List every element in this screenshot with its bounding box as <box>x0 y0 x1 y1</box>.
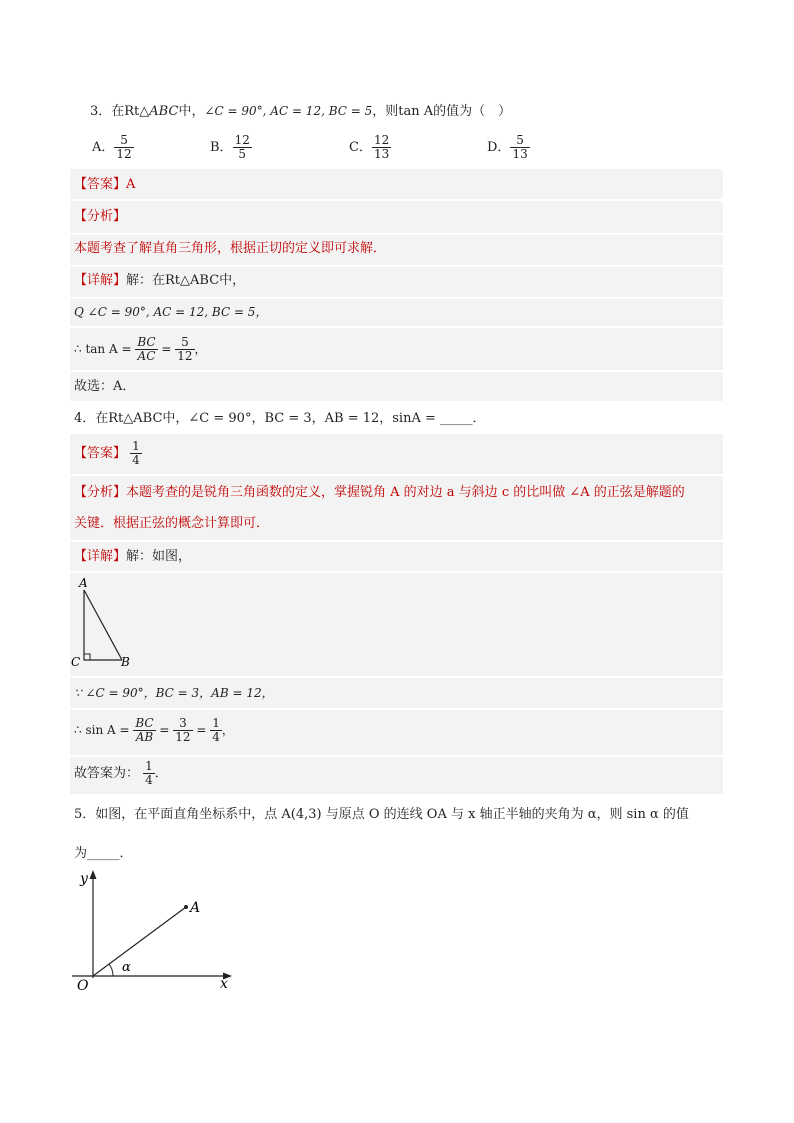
q3-detail-line3: ∴ tan A = $\frac{BC}{AC}$ = $\frac{5}{12}$ ， <box>74 335 207 363</box>
q4-analysis-line1: 【分析】本题考查的是锐角三角函数的定义，掌握锐角 A 的对边 a 与斜边 c 的比叫做 ∠A 的正弦是解题的 <box>74 485 685 500</box>
q3-analysis-tag: 【分析】 <box>74 209 127 224</box>
q3-option-a: A． $\frac{5}{12}$ <box>92 133 132 161</box>
q3-conclusion: 故选：A． <box>74 379 136 394</box>
q5-coordinate-figure <box>66 866 246 996</box>
vertex-b-label: B <box>121 655 130 669</box>
origin-label: O <box>77 978 89 994</box>
q5-stem-line2: 为_____． <box>74 846 133 861</box>
q4-conclusion: 故答案为： $\frac{1}{4}$ ． <box>74 759 168 787</box>
point-a-label: A <box>190 900 201 916</box>
x-axis-label: x <box>220 976 228 992</box>
y-axis-label: y <box>80 871 88 887</box>
q4-analysis-line2: 关键．根据正弦的概念计算即可． <box>74 516 270 531</box>
q3-analysis-text: 本题考查了解直角三角形，根据正切的定义即可求解． <box>74 241 387 256</box>
vertex-c-label: C <box>71 655 81 669</box>
vertex-a-label: A <box>79 576 88 590</box>
q3-option-d: D． $\frac{5}{13}$ <box>487 133 528 161</box>
q3-detail-line2: Q ∠C = 90°, AC = 12, BC = 5， <box>74 305 268 319</box>
q4-triangle-figure <box>70 574 140 674</box>
q3-stem: 3．在Rt△ABC中，∠C = 90°, AC = 12, BC = 5，则tan A的值为（ ） <box>90 104 512 119</box>
q4-stem: 4．在Rt△ABC中，∠C = 90°，BC = 3，AB = 12，sinA = _____． <box>74 411 486 426</box>
q3-answer: 【答案】A <box>74 177 136 192</box>
q4-condition: ∵ ∠C = 90°，BC = 3，AB = 12， <box>74 686 274 700</box>
q4-detail: 【详解】解：如图， <box>74 549 192 564</box>
alpha-label: α <box>122 960 131 975</box>
q3-option-c: C． $\frac{12}{13}$ <box>349 133 390 161</box>
q4-calculation: ∴ sin A = $\frac{BC}{AB}$ = $\frac{3}{12}$ = $\frac{1}{4}$ ， <box>74 716 234 744</box>
q3-detail: 【详解】解：在Rt△ABC中， <box>74 273 246 288</box>
q5-stem-line1: 5．如图，在平面直角坐标系中，点 A(4,3) 与原点 O 的连线 OA 与 x 轴正半轴的夹角为 α，则 sin α 的值 <box>74 807 689 822</box>
q3-option-b: B． $\frac{12}{5}$ <box>210 133 250 161</box>
q4-answer: 【答案】 $\frac{1}{4}$ <box>74 439 140 467</box>
